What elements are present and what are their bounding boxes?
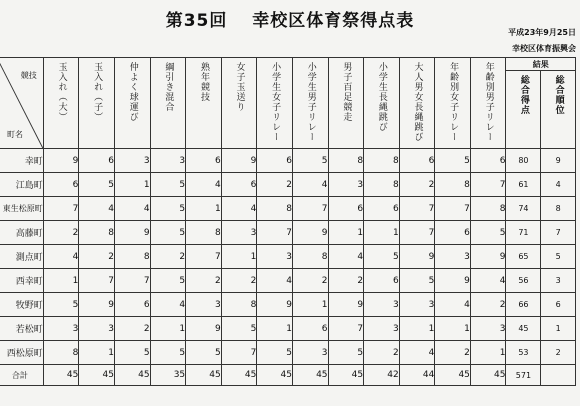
town-name: 牧野町 [0,293,43,317]
score-cell: 4 [150,293,186,317]
table-row [0,149,576,173]
score-cell: 7 [186,245,222,269]
score-cell: 5 [328,341,364,365]
sum-rank-blank [541,365,576,386]
score-cell: 1 [292,293,328,317]
sum-cell: 45 [435,365,471,386]
score-cell: 5 [150,341,186,365]
score-cell: 4 [43,245,79,269]
score-cell: 9 [257,293,293,317]
total-score: 71 [506,221,541,245]
sum-cell: 45 [328,365,364,386]
score-cell: 3 [364,317,400,341]
score-cell: 4 [186,173,222,197]
score-cell: 7 [328,317,364,341]
score-cell: 5 [150,269,186,293]
event-header: 年齢別女子リレー [435,58,471,149]
table-row [0,341,576,365]
score-cell: 5 [292,149,328,173]
town-name: 西幸町 [0,269,43,293]
score-cell: 9 [292,221,328,245]
score-cell: 9 [435,269,471,293]
score-cell: 1 [43,269,79,293]
table-row [0,317,576,341]
score-cell: 2 [150,245,186,269]
score-cell: 7 [399,221,435,245]
score-cell: 9 [470,245,506,269]
score-cell: 3 [292,341,328,365]
total-score-header: 総合得点 [506,71,541,149]
score-cell: 2 [470,293,506,317]
event-header: 小学生男子リレー [292,58,328,149]
sum-row [0,365,576,386]
score-cell: 4 [79,197,115,221]
score-cell: 2 [399,173,435,197]
score-cell: 9 [79,293,115,317]
score-cell: 8 [292,245,328,269]
score-cell: 5 [257,341,293,365]
score-cell: 5 [470,221,506,245]
table-row [0,197,576,221]
town-name: 西松原町 [0,341,43,365]
sum-cell: 45 [79,365,115,386]
score-cell: 6 [470,149,506,173]
score-cell: 2 [435,341,471,365]
score-cell: 4 [114,197,150,221]
town-name: 測点町 [0,245,43,269]
score-cell: 9 [114,221,150,245]
overall-rank: 3 [541,269,576,293]
score-cell: 7 [257,221,293,245]
score-cell: 8 [364,173,400,197]
result-header: 結果 [506,58,576,71]
total-score: 66 [506,293,541,317]
total-score: 53 [506,341,541,365]
score-cell: 5 [435,149,471,173]
score-cell: 6 [364,197,400,221]
overall-rank: 1 [541,317,576,341]
document-date: 平成23年9月25日 [508,28,576,37]
score-cell: 4 [399,341,435,365]
score-cell: 1 [79,341,115,365]
score-table [0,57,576,386]
score-cell: 5 [186,341,222,365]
score-cell: 1 [186,197,222,221]
overall-rank: 5 [541,245,576,269]
page-title: 第35回 幸校区体育祭得点表 [165,11,415,31]
corner-label-event: 競技 [20,71,37,80]
score-cell: 5 [114,341,150,365]
sum-cell: 45 [221,365,257,386]
score-cell: 4 [221,197,257,221]
overall-rank: 7 [541,221,576,245]
score-cell: 6 [364,269,400,293]
score-cell: 5 [43,293,79,317]
score-cell: 1 [257,317,293,341]
score-cell: 6 [43,173,79,197]
score-cell: 2 [114,317,150,341]
score-cell: 3 [257,245,293,269]
score-cell: 3 [79,317,115,341]
town-name: 高藤町 [0,221,43,245]
sum-cell: 45 [114,365,150,386]
score-cell: 6 [435,221,471,245]
table-row [0,293,576,317]
sum-cell: 35 [150,365,186,386]
score-cell: 9 [186,317,222,341]
score-cell: 8 [364,149,400,173]
town-name: 江島町 [0,173,43,197]
score-cell: 2 [292,269,328,293]
score-cell: 6 [292,317,328,341]
score-cell: 6 [114,293,150,317]
sum-total: 571 [506,365,541,386]
score-cell: 7 [79,269,115,293]
total-score: 61 [506,173,541,197]
overall-rank: 9 [541,149,576,173]
score-cell: 5 [150,197,186,221]
score-cell: 6 [221,173,257,197]
score-cell: 9 [328,293,364,317]
town-name: 幸町 [0,149,43,173]
score-cell: 3 [470,317,506,341]
score-cell: 8 [43,341,79,365]
score-cell: 1 [470,341,506,365]
score-cell: 8 [221,293,257,317]
total-score: 45 [506,317,541,341]
score-cell: 2 [186,269,222,293]
event-header: 大人男女長縄跳び [399,58,435,149]
score-cell: 3 [399,293,435,317]
score-cell: 3 [435,245,471,269]
corner-cell [0,58,43,149]
event-header: 小学生女子リレー [257,58,293,149]
score-cell: 8 [79,221,115,245]
sum-label: 合計 [0,365,43,386]
event-header: 小学生長縄跳び [364,58,400,149]
event-header: 綱引き混合 [150,58,186,149]
score-cell: 6 [79,149,115,173]
event-header: 男子百足競走 [328,58,364,149]
score-cell: 7 [470,173,506,197]
sum-cell: 45 [470,365,506,386]
overall-rank: 8 [541,197,576,221]
score-cell: 3 [114,149,150,173]
score-cell: 8 [470,197,506,221]
score-cell: 8 [114,245,150,269]
score-cell: 3 [328,173,364,197]
score-cell: 2 [79,245,115,269]
total-score: 65 [506,245,541,269]
score-cell: 4 [328,245,364,269]
score-cell: 1 [435,317,471,341]
score-cell: 2 [364,341,400,365]
score-cell: 3 [43,317,79,341]
sum-cell: 45 [292,365,328,386]
score-cell: 7 [399,197,435,221]
event-header: 熟年競技 [186,58,222,149]
score-cell: 8 [328,149,364,173]
score-cell: 8 [186,221,222,245]
total-score: 56 [506,269,541,293]
total-score: 80 [506,149,541,173]
score-cell: 3 [221,221,257,245]
overall-rank: 4 [541,173,576,197]
score-cell: 6 [399,149,435,173]
sum-cell: 45 [43,365,79,386]
corner-label-town: 町名 [7,130,23,139]
town-name: 若松町 [0,317,43,341]
score-cell: 7 [292,197,328,221]
sum-cell: 45 [257,365,293,386]
score-cell: 1 [399,317,435,341]
score-cell: 1 [150,317,186,341]
score-cell: 6 [328,197,364,221]
overall-rank-header: 総合順位 [541,71,576,149]
score-cell: 7 [435,197,471,221]
score-cell: 5 [364,245,400,269]
score-cell: 9 [399,245,435,269]
sum-cell: 45 [186,365,222,386]
header-row [0,58,576,71]
table-row [0,245,576,269]
score-cell: 4 [257,269,293,293]
table-row [0,269,576,293]
score-cell: 5 [150,173,186,197]
score-cell: 5 [221,317,257,341]
score-cell: 3 [150,149,186,173]
score-cell: 8 [435,173,471,197]
score-body [0,149,576,386]
score-cell: 5 [150,221,186,245]
overall-rank: 2 [541,341,576,365]
organizer-name: 幸校区体育振興会 [512,44,576,53]
score-cell: 2 [221,269,257,293]
score-cell: 2 [328,269,364,293]
score-cell: 5 [79,173,115,197]
score-cell: 6 [257,149,293,173]
event-header: 女子玉送り [221,58,257,149]
table-row [0,221,576,245]
score-cell: 2 [257,173,293,197]
score-cell: 9 [221,149,257,173]
score-cell: 1 [221,245,257,269]
event-header: 玉入れ（子） [79,58,115,149]
event-header: 玉入れ（大） [43,58,79,149]
sum-cell: 42 [364,365,400,386]
overall-rank: 6 [541,293,576,317]
score-cell: 7 [114,269,150,293]
town-name: 東生松原町 [0,197,43,221]
score-cell: 1 [364,221,400,245]
score-cell: 4 [435,293,471,317]
score-cell: 4 [470,269,506,293]
score-cell: 3 [364,293,400,317]
score-cell: 1 [114,173,150,197]
score-cell: 5 [399,269,435,293]
table-row [0,173,576,197]
score-cell: 7 [221,341,257,365]
score-cell: 3 [186,293,222,317]
score-cell: 7 [43,197,79,221]
event-header: 仲よく球運び [114,58,150,149]
score-cell: 6 [186,149,222,173]
score-cell: 2 [43,221,79,245]
score-cell: 1 [328,221,364,245]
score-cell: 9 [43,149,79,173]
sum-cell: 44 [399,365,435,386]
event-header: 年齢別男子リレー [470,58,506,149]
score-cell: 4 [292,173,328,197]
score-cell: 8 [257,197,293,221]
total-score: 74 [506,197,541,221]
